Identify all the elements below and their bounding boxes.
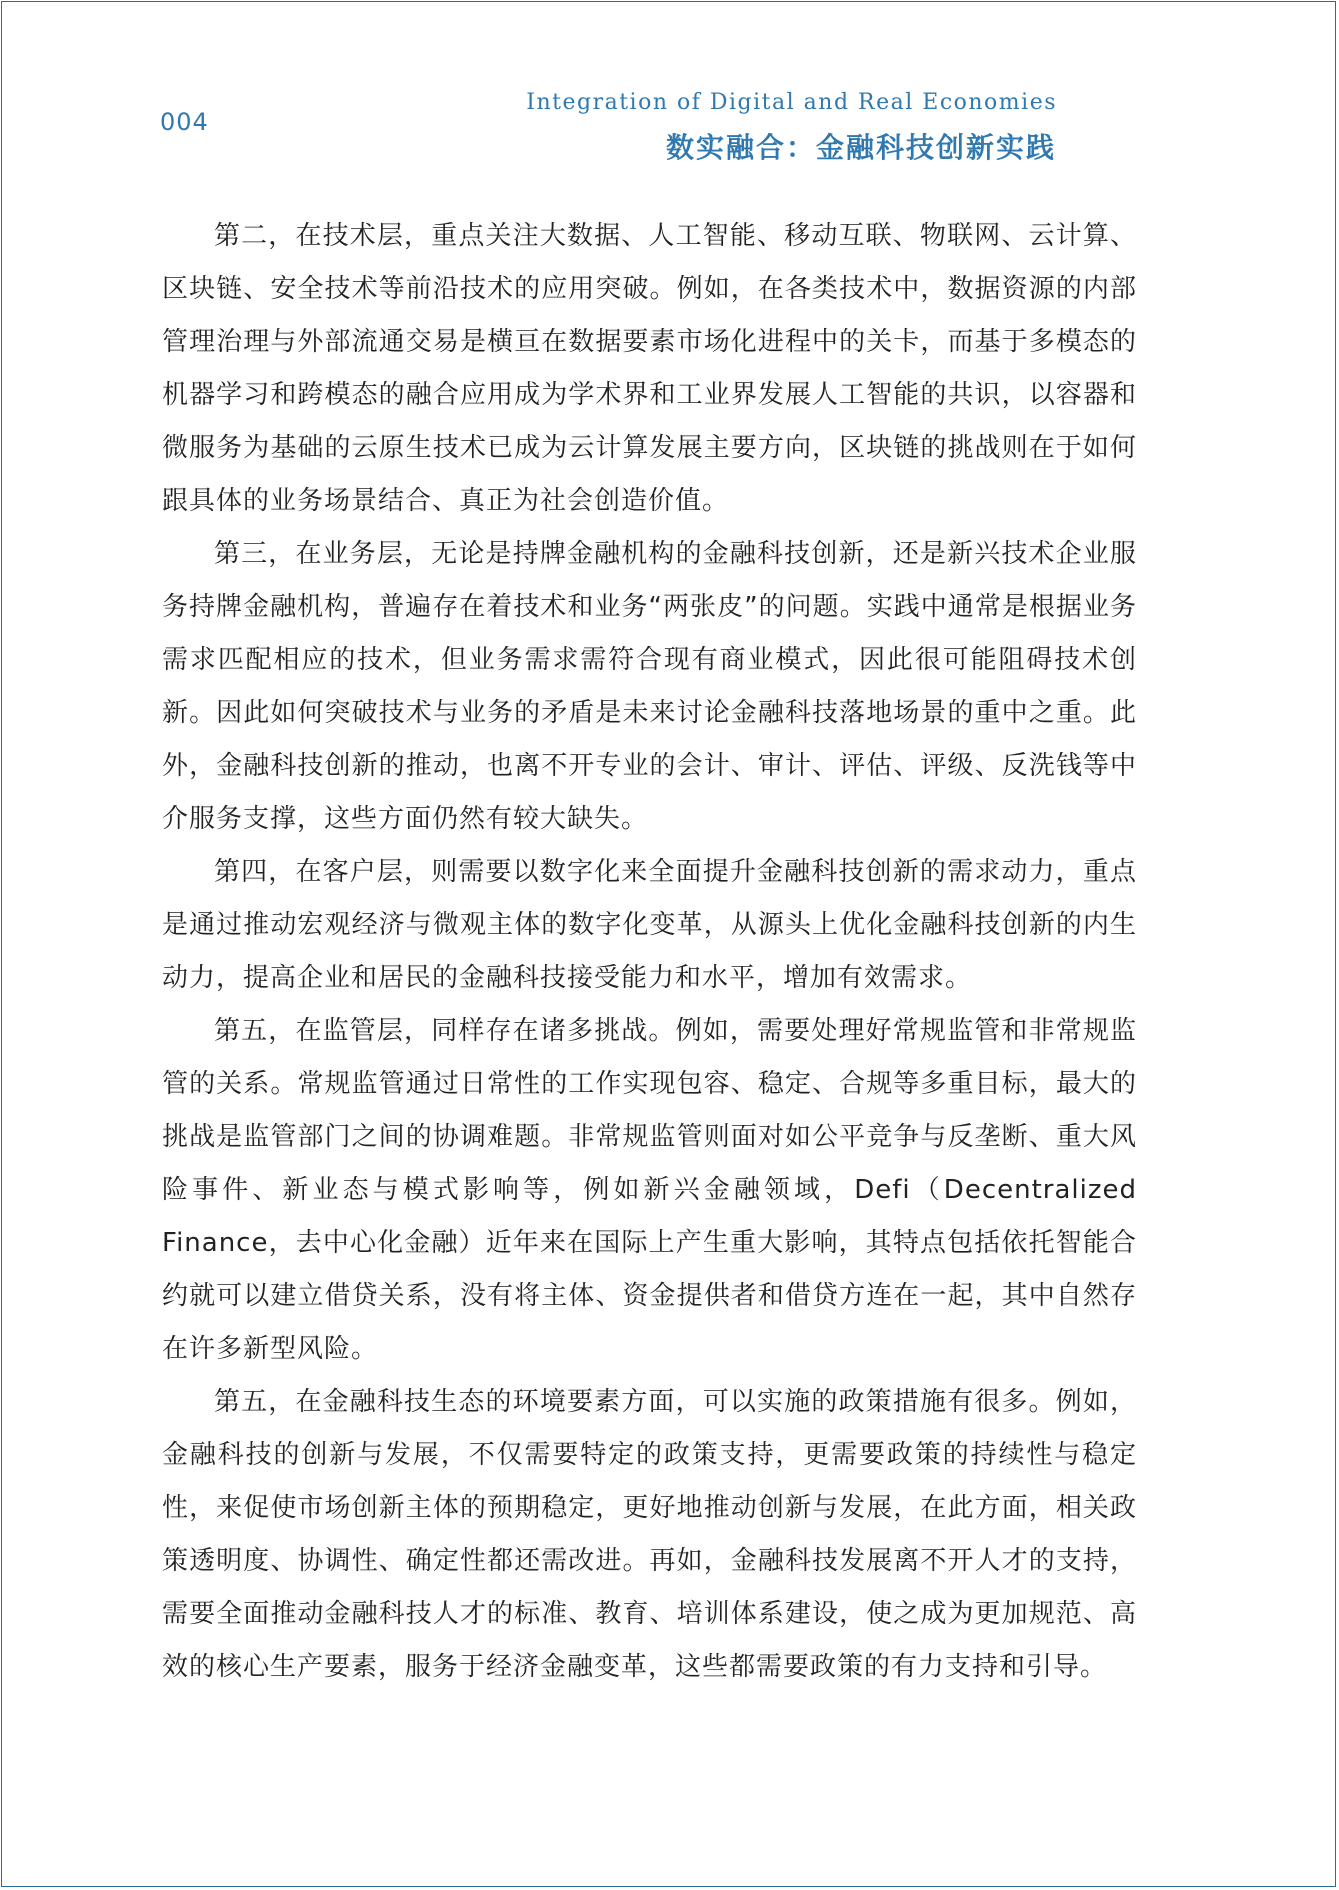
paragraph-ecosystem-environment: 第五，在金融科技生态的环境要素方面，可以实施的政策措施有很多。例如，金融科技的创新与发展，不仅需要特定的政策支持，更需要政策的持续性与稳定性，来促使市场创新主体的预期稳定，更好地推动创新与发展，在此方面，相关政策透明度、协调性、确定性都还需改进。再如，金融科技发展离不开人才的支持，需要全面推动金融科技人才的标准、教育、培训体系建设，使之成为更加规范、高效的核心生产要素，服务于经济金融变革，这些都需要政策的有力支持和引导。 — [162, 1387, 1137, 1682]
paragraph-customer-layer: 第四，在客户层，则需要以数字化来全面提升金融科技创新的需求动力，重点是通过推动宏观经济与微观主体的数字化变革，从源头上优化金融科技创新的内生动力，提高企业和居民的金融科技接受能力和水平，增加有效需求。 — [162, 857, 1137, 993]
running-title-english: Integration of Digital and Real Economies — [526, 90, 1057, 115]
body-text — [162, 210, 1137, 1694]
document-page — [1, 1, 1336, 1887]
running-title-chinese: 数实融合：金融科技创新实践 — [665, 131, 1056, 164]
page-number: 004 — [160, 108, 209, 136]
paragraph-regulatory-layer: 第五，在监管层，同样存在诸多挑战。例如，需要处理好常规监管和非常规监管的关系。常规监管通过日常性的工作实现包容、稳定、合规等多重目标，最大的挑战是监管部门之间的协调难题。非常规监管则面对如公平竞争与反垄断、重大风险事件、新业态与模式影响等，例如新兴金融领域，Defi（Decentralized Finance，去中心化金融）近年来在国际上产生重大影响，其特点包括依托智能合约就可以建立借贷关系，没有将主体、资金提供者和借贷方连在一起，其中自然存在许多新型风险。 — [162, 1016, 1137, 1364]
paragraph-technology-layer: 第二，在技术层，重点关注大数据、人工智能、移动互联、物联网、云计算、区块链、安全技术等前沿技术的应用突破。例如，在各类技术中，数据资源的内部管理治理与外部流通交易是横亘在数据要素市场化进程中的关卡，而基于多模态的机器学习和跨模态的融合应用成为学术界和工业界发展人工智能的共识，以容器和微服务为基础的云原生技术已成为云计算发展主要方向，区块链的挑战则在于如何跟具体的业务场景结合、真正为社会创造价值。 — [162, 221, 1137, 516]
paragraph-business-layer: 第三，在业务层，无论是持牌金融机构的金融科技创新，还是新兴技术企业服务持牌金融机构，普遍存在着技术和业务“两张皮”的问题。实践中通常是根据业务需求匹配相应的技术，但业务需求需符合现有商业模式，因此很可能阻碍技术创新。因此如何突破技术与业务的矛盾是未来讨论金融科技落地场景的重中之重。此外，金融科技创新的推动，也离不开专业的会计、审计、评估、评级、反洗钱等中介服务支撑，这些方面仍然有较大缺失。 — [162, 539, 1137, 834]
